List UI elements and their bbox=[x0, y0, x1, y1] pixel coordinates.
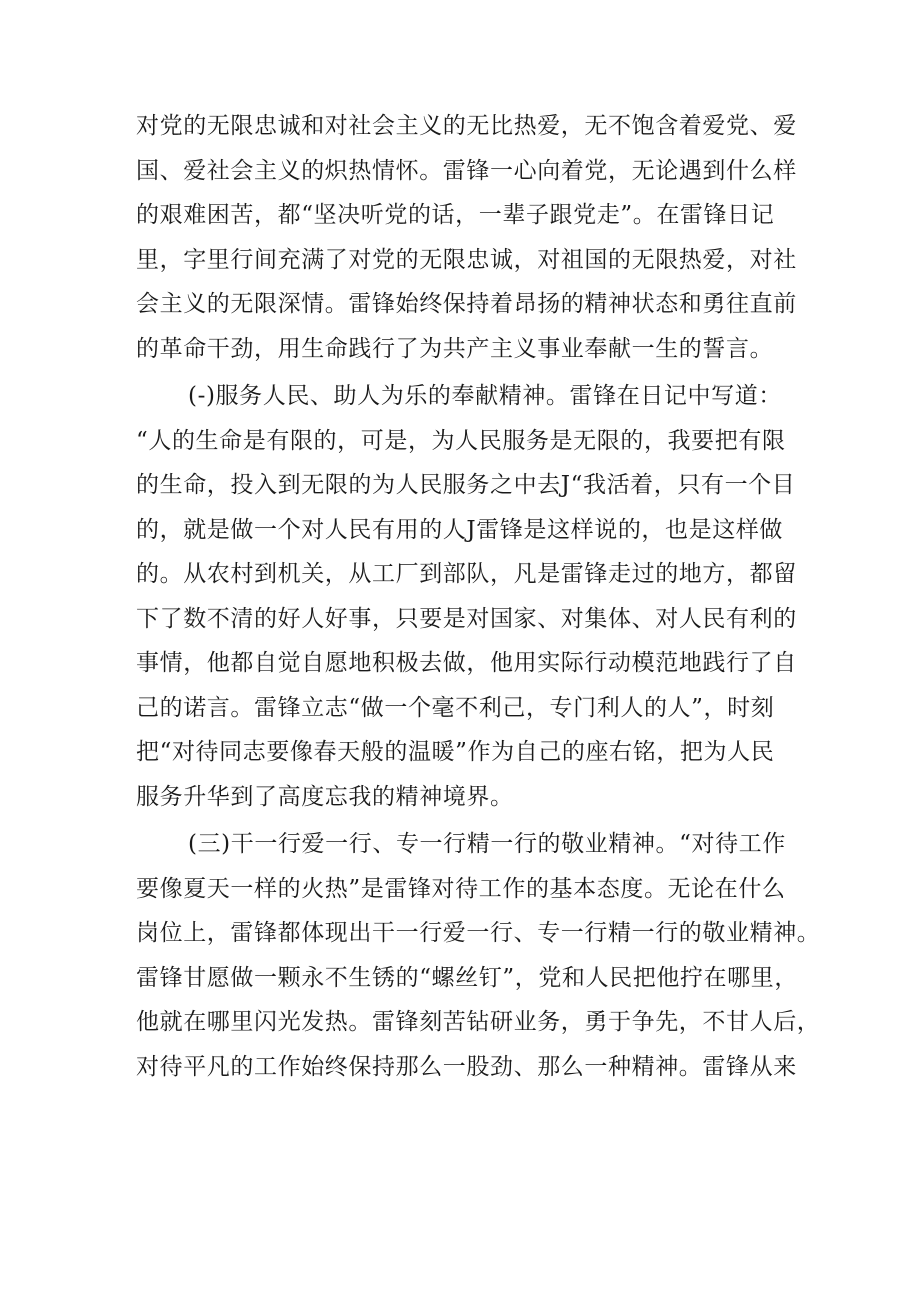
text-line: (-)服务人民、助人为乐的奉献精神。雷锋在日记中写道： bbox=[188, 383, 782, 409]
paragraph-loyalty bbox=[136, 104, 797, 371]
text-line: 下了数不清的好人好事，只要是对国家、对集体、对人民有利的 bbox=[136, 605, 797, 632]
paragraph-service-spirit bbox=[136, 374, 797, 819]
text-line: 的艰难困苦，都“坚决听党的话，一辈子跟党走”。在雷锋日记 bbox=[136, 202, 775, 228]
text-line: 服务升华到了高度忘我的精神境界。 bbox=[136, 783, 514, 810]
text-line: 把“对待同志要像春天般的温暖”作为自己的座右铭，把为人民 bbox=[136, 739, 775, 765]
text-line: “人的生命是有限的，可是，为人民服务是无限的，我要把有限 bbox=[136, 427, 786, 454]
text-line: 的革命干劲，用生命践行了为共产主义事业奉献一生的誓言。 bbox=[136, 335, 774, 362]
document-body bbox=[136, 104, 821, 1089]
text-line: 对党的无限忠诚和对社会主义的无比热爱，无不饱含着爱党、爱 bbox=[136, 113, 797, 139]
text-line: (三)干一行爱一行、专一行精一行的敬业精神。“对待工作 bbox=[188, 831, 786, 857]
paragraph-dedication-spirit bbox=[136, 822, 821, 1089]
text-line: 的，就是做一个对人民有用的人J雷锋是这样说的，也是这样做 bbox=[136, 516, 784, 543]
text-line: 会主义的无限深情。雷锋始终保持着昂扬的精神状态和勇往直前 bbox=[136, 291, 797, 317]
text-line: 雷锋甘愿做一颗永不生锈的“螺丝钉”，党和人民把他拧在哪里， bbox=[136, 964, 798, 991]
text-line: 他就在哪里闪光发热。雷锋刻苦钻研业务，勇于争先，不甘人后， bbox=[136, 1009, 821, 1035]
text-line: 要像夏天一样的火热”是雷锋对待工作的基本态度。无论在什么 bbox=[136, 875, 786, 902]
text-line: 对待平凡的工作始终保持那么一股劲、那么一种精神。雷锋从来 bbox=[136, 1053, 797, 1080]
text-line: 事情，他都自觉自愿地积极去做，他用实际行动模范地践行了自 bbox=[136, 650, 797, 676]
text-line: 岗位上，雷锋都体现出干一行爱一行、专一行精一行的敬业精神。 bbox=[136, 920, 821, 946]
text-line: 里，字里行间充满了对党的无限忠诚，对祖国的无限热爱，对社 bbox=[136, 246, 797, 273]
text-line: 国、爱社会主义的炽热情怀。雷锋一心向着党，无论遇到什么样 bbox=[136, 157, 797, 184]
text-line: 的生命，投入到无限的为人民服务之中去J“我活着，只有一个目 bbox=[136, 472, 796, 498]
text-line: 的。从农村到机关，从工厂到部队，凡是雷锋走过的地方，都留 bbox=[136, 561, 797, 587]
text-line: 己的诺言。雷锋立志“做一个毫不利己，专门利人的人”，时刻 bbox=[136, 694, 775, 721]
